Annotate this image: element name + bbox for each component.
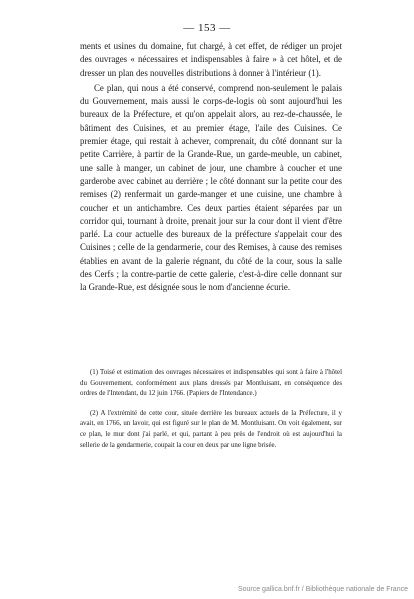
- page-number: — 153 —: [183, 22, 231, 34]
- paragraph: Ce plan, qui nous a été conservé, comprend non-seulement le palais du Gouvernement, mais aussi le corps-de-logis où sont aujourd'hui les bureaux de la Préfecture, et qu'on appelait alors, au rez-de-chaussée, le bâtiment des Cuisines, et au premier étage, l'aile des Cuisines. Ce premier étage, qui restait à achever, comprenait, du côté donnant sur la petite Carrière, à partir de la Grande-Rue, un garde-meuble, un cabinet, une salle à manger, un cabinet de jour, une chambre à coucher et une garderobe avec cabinet au derrière ; le côté donnant sur la petite cour des remises (2) renfermait un garde-manger et une cuisine, une chambre à coucher et un antichambre. Ces deux parties étaient séparées par un corridor qui, tournant à droite, prenait jour sur la cour dont il vient d'être parlé. La cour actuelle des bureaux de la préfecture s'appelait cour des Cuisines ; celle de la gendarmerie, cour des Remises, à cause des remises établies en avant de la galerie régnant, du côté de la cour, sous la salle des Cerfs ; la contre-partie de cette galerie, c'est-à-dire celle donnant sur la Grande-Rue, est désignée sous le nom d'ancienne écurie.: [80, 82, 342, 293]
- footnote: (2) A l'extrémité de cette cour, située derrière les bureaux actuels de la Préfecture, il y avait, en 1766, un lavoir, qui est figuré sur le plan de M. Montluisant. On voit également, sur ce plan, le mur dont j'ai parlé, et qui, partant à peu près de l'endroit où est aujourd'hui la sellerie de la gendarmerie, coupait la cour en deux par une ligne brisée.: [80, 409, 342, 449]
- footnote: (1) Toisé et estimation des ouvrages nécessaires et indispensables qui sont à faire à l'hôtel du Gouvernement, conformément aux plans dressés par Montluisant, en conséquence des ordres de l'Intendant, du 12 juin 1766. (Papiers de l'Intendance.): [80, 369, 342, 398]
- source-attribution: Source gallica.bnf.fr / Bibliothèque nationale de France: [237, 586, 408, 593]
- body-text: [80, 40, 342, 295]
- paragraph: ments et usines du domaine, fut chargé, à cet effet, de rédiger un projet des ouvrages « nécessaires et indispensables à faire » à cet hôtel, et de dresser un plan des nouvelles distributions à donner à l'intérieur (1).: [80, 41, 342, 78]
- footnotes: [80, 368, 342, 451]
